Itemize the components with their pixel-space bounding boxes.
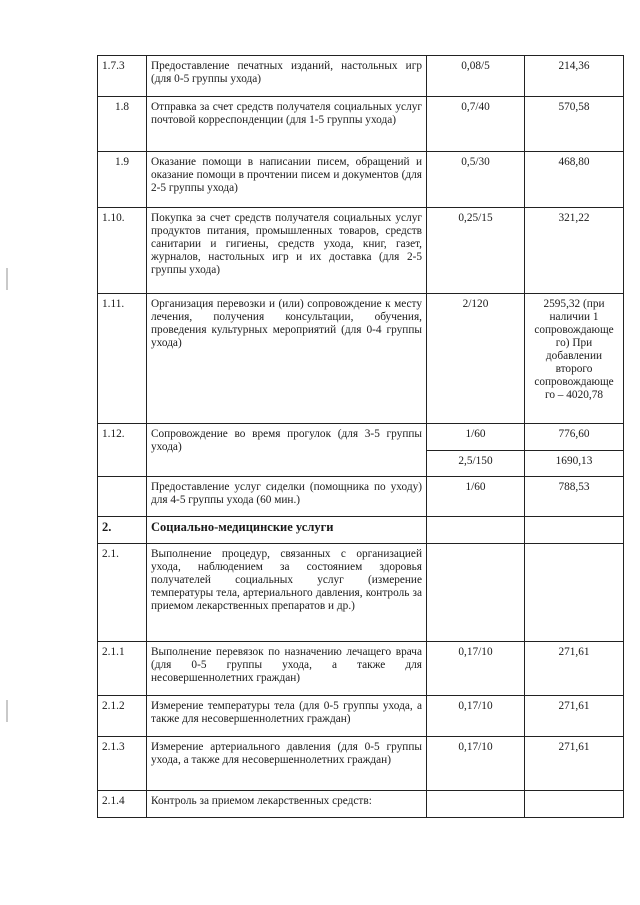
scan-margin-mark <box>6 268 8 290</box>
service-cost <box>525 517 624 544</box>
row-number <box>98 477 147 517</box>
time-rate: 2/120 <box>427 294 525 424</box>
time-rate: 1/60 <box>427 424 525 451</box>
service-cost <box>525 544 624 642</box>
services-table <box>97 55 624 818</box>
table-row <box>98 152 624 208</box>
service-name: Контроль за приемом лекарственных средств: <box>147 791 427 818</box>
time-rate: 1/60 <box>427 477 525 517</box>
table-row <box>98 294 624 424</box>
section-title: Социально-медицинские услуги <box>147 517 427 544</box>
row-number: 1.12. <box>98 424 147 477</box>
service-name: Предоставление печатных изданий, настольных игр (для 0-5 группы ухода) <box>147 56 427 97</box>
time-rate <box>427 517 525 544</box>
service-name: Сопровождение во время прогулок (для 3-5 группы ухода) <box>147 424 427 477</box>
service-cost: 214,36 <box>525 56 624 97</box>
row-number: 1.8 <box>98 97 147 152</box>
service-cost: 1690,13 <box>525 451 624 477</box>
time-rate: 0,7/40 <box>427 97 525 152</box>
section-number: 2. <box>98 517 147 544</box>
row-number: 1.7.3 <box>98 56 147 97</box>
table-row <box>98 208 624 294</box>
time-rate: 0,17/10 <box>427 737 525 791</box>
service-name: Измерение артериального давления (для 0-5 группы ухода, а также для несовершеннолетних граждан) <box>147 737 427 791</box>
service-cost: 788,53 <box>525 477 624 517</box>
time-rate: 0,17/10 <box>427 696 525 737</box>
service-name: Отправка за счет средств получателя социальных услуг почтовой корреспонденции (для 1-5 группы ухода) <box>147 97 427 152</box>
service-cost: 2595,32 (при наличии 1 сопровождающе го) При добавлении второго сопровождающе го – 4020,78 <box>525 294 624 424</box>
section-header-row <box>98 517 624 544</box>
table-row <box>98 97 624 152</box>
service-name: Выполнение перевязок по назначению лечащего врача (для 0-5 группы ухода, а также для несовершеннолетних граждан) <box>147 642 427 696</box>
service-cost <box>525 791 624 818</box>
table-row <box>98 696 624 737</box>
row-number: 1.11. <box>98 294 147 424</box>
row-number: 2.1.2 <box>98 696 147 737</box>
table-row <box>98 544 624 642</box>
table-row <box>98 737 624 791</box>
service-cost: 468,80 <box>525 152 624 208</box>
time-rate: 0,17/10 <box>427 642 525 696</box>
time-rate: 2,5/150 <box>427 451 525 477</box>
table-row <box>98 642 624 696</box>
table-row <box>98 424 624 451</box>
service-cost: 321,22 <box>525 208 624 294</box>
time-rate: 0,5/30 <box>427 152 525 208</box>
table-row <box>98 791 624 818</box>
service-name: Выполнение процедур, связанных с организацией ухода, наблюдением за состоянием здоровья получателей социальных услуг (измерение температуры тела, артериального давления, контроль за приемом лекарственных препаратов и др.) <box>147 544 427 642</box>
row-number: 1.9 <box>98 152 147 208</box>
scan-margin-mark <box>6 700 8 722</box>
service-cost: 570,58 <box>525 97 624 152</box>
service-name: Оказание помощи в написании писем, обращений и оказание помощи в прочтении писем и документов (для 2-5 группы ухода) <box>147 152 427 208</box>
time-rate <box>427 791 525 818</box>
row-number: 2.1.3 <box>98 737 147 791</box>
table-row <box>98 56 624 97</box>
time-rate: 0,25/15 <box>427 208 525 294</box>
time-rate <box>427 544 525 642</box>
row-number: 2.1.1 <box>98 642 147 696</box>
service-cost: 271,61 <box>525 696 624 737</box>
service-name: Предоставление услуг сиделки (помощника по уходу) для 4-5 группы ухода (60 мин.) <box>147 477 427 517</box>
service-cost: 271,61 <box>525 642 624 696</box>
row-number: 1.10. <box>98 208 147 294</box>
table-row <box>98 477 624 517</box>
time-rate: 0,08/5 <box>427 56 525 97</box>
row-number: 2.1.4 <box>98 791 147 818</box>
service-cost: 271,61 <box>525 737 624 791</box>
service-name: Измерение температуры тела (для 0-5 группы ухода, а также для несовершеннолетних граждан) <box>147 696 427 737</box>
service-name: Покупка за счет средств получателя социальных услуг продуктов питания, промышленных товаров, средств санитарии и гигиены, средств ухода, книг, газет, журналов, настольных игр и их доставка (для 2-5 группы ухода) <box>147 208 427 294</box>
service-name: Организация перевозки и (или) сопровождение к месту лечения, получения консультации, обучения, проведения культурных мероприятий (для 0-4 группы ухода) <box>147 294 427 424</box>
row-number: 2.1. <box>98 544 147 642</box>
service-cost: 776,60 <box>525 424 624 451</box>
